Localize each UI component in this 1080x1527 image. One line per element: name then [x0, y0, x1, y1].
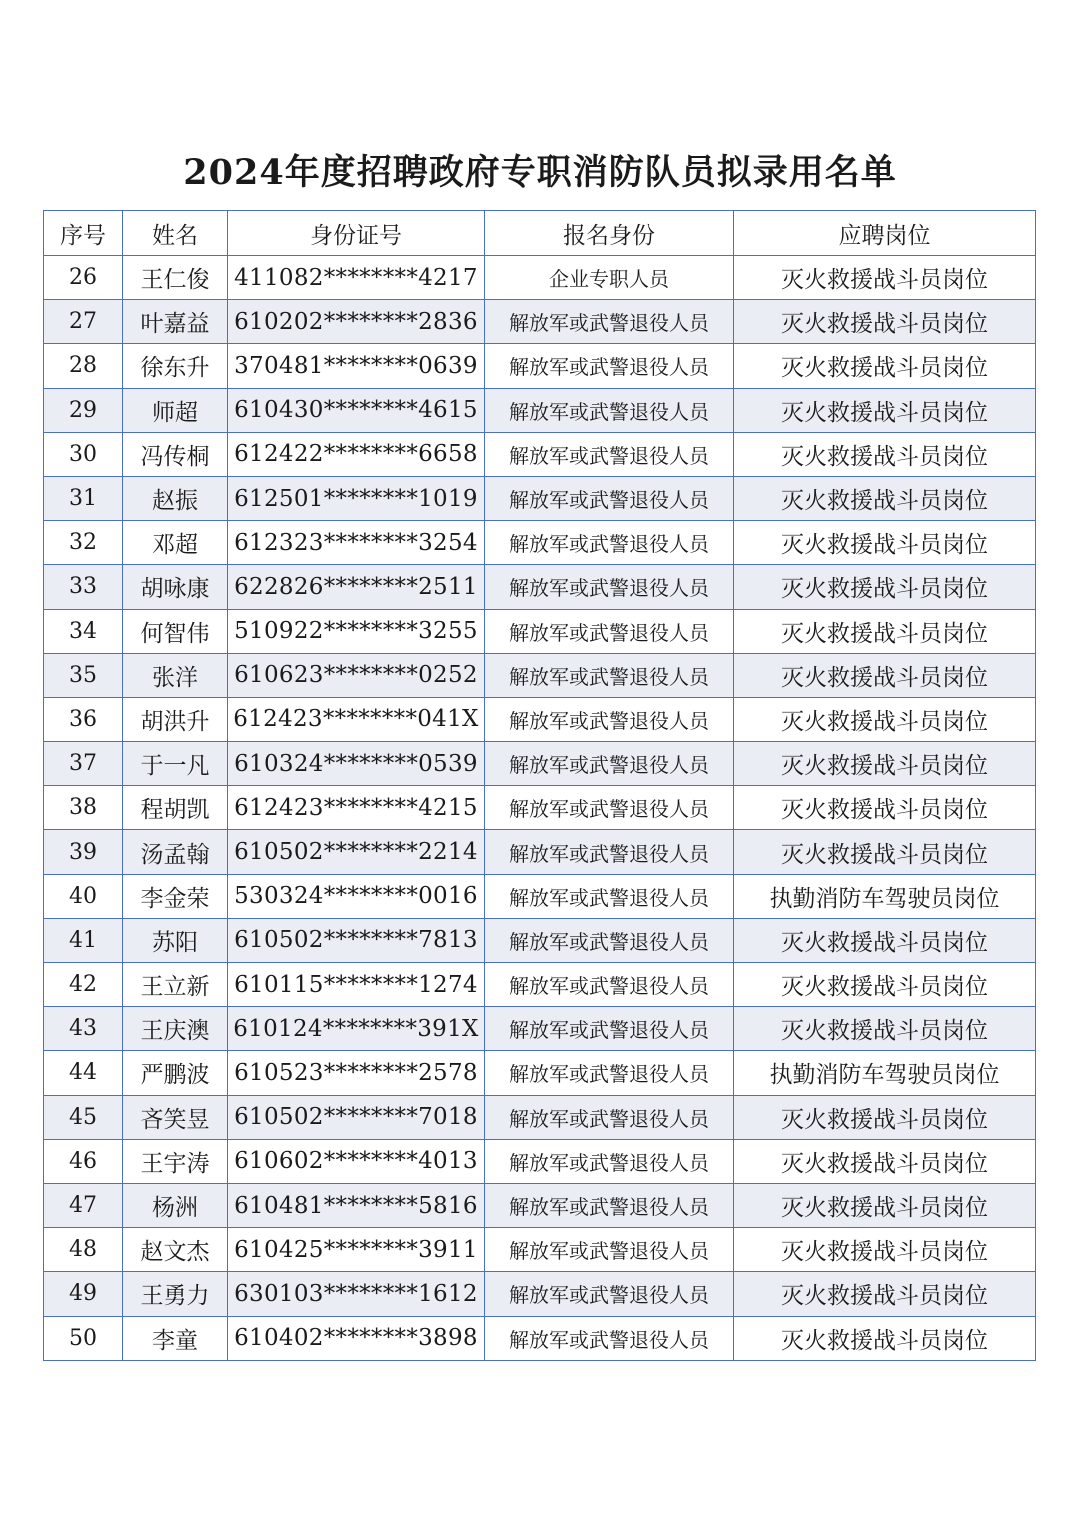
name-cell: 严鹏波 [123, 1051, 228, 1095]
name-cell: 何智伟 [123, 609, 228, 653]
row-index-cell: 45 [44, 1095, 123, 1139]
post-cell: 灭火救援战斗员岗位 [734, 1139, 1036, 1183]
name-cell: 王庆澳 [123, 1007, 228, 1051]
identity-cell: 解放军或武警退役人员 [485, 432, 734, 476]
name-cell: 杨洲 [123, 1183, 228, 1227]
row-index-cell: 47 [44, 1183, 123, 1227]
identity-cell: 解放军或武警退役人员 [485, 1007, 734, 1051]
identity-cell: 解放军或武警退役人员 [485, 300, 734, 344]
post-cell: 灭火救援战斗员岗位 [734, 565, 1036, 609]
identity-cell: 解放军或武警退役人员 [485, 1095, 734, 1139]
row-index-cell: 49 [44, 1272, 123, 1316]
table-row [44, 874, 1036, 918]
post-cell: 灭火救援战斗员岗位 [734, 521, 1036, 565]
id-cell: 530324********0016 [228, 874, 485, 918]
name-cell: 张洋 [123, 653, 228, 697]
table-row [44, 565, 1036, 609]
row-index-cell: 42 [44, 963, 123, 1007]
table-row [44, 388, 1036, 432]
id-cell: 610124********391X [228, 1007, 485, 1051]
identity-cell: 解放军或武警退役人员 [485, 1272, 734, 1316]
table-row [44, 1007, 1036, 1051]
table-row [44, 256, 1036, 300]
id-cell: 610324********0539 [228, 742, 485, 786]
row-index-cell: 40 [44, 874, 123, 918]
id-cell: 612422********6658 [228, 432, 485, 476]
row-index-cell: 39 [44, 830, 123, 874]
post-cell: 灭火救援战斗员岗位 [734, 344, 1036, 388]
id-cell: 610502********7813 [228, 918, 485, 962]
row-index-cell: 28 [44, 344, 123, 388]
id-cell: 610623********0252 [228, 653, 485, 697]
post-cell: 灭火救援战斗员岗位 [734, 1316, 1036, 1360]
row-index-cell: 31 [44, 476, 123, 520]
name-cell: 王立新 [123, 963, 228, 1007]
row-index-cell: 37 [44, 742, 123, 786]
row-index-cell: 34 [44, 609, 123, 653]
name-cell: 徐东升 [123, 344, 228, 388]
candidate-table [43, 210, 1036, 1361]
identity-cell: 解放军或武警退役人员 [485, 1051, 734, 1095]
page-title: 2024年度招聘政府专职消防队员拟录用名单 [183, 152, 897, 193]
table-row [44, 786, 1036, 830]
row-index-cell: 36 [44, 697, 123, 741]
table-row [44, 1272, 1036, 1316]
id-cell: 622826********2511 [228, 565, 485, 609]
identity-cell: 解放军或武警退役人员 [485, 609, 734, 653]
id-cell: 610502********2214 [228, 830, 485, 874]
post-cell: 灭火救援战斗员岗位 [734, 742, 1036, 786]
id-cell: 610202********2836 [228, 300, 485, 344]
name-cell: 李童 [123, 1316, 228, 1360]
table-body [44, 256, 1036, 1361]
row-index-cell: 32 [44, 521, 123, 565]
identity-cell: 解放军或武警退役人员 [485, 874, 734, 918]
row-index-cell: 27 [44, 300, 123, 344]
row-index-cell: 35 [44, 653, 123, 697]
column-header-identity: 报名身份 [485, 211, 734, 256]
name-cell: 胡洪升 [123, 697, 228, 741]
name-cell: 王仁俊 [123, 256, 228, 300]
row-index-cell: 29 [44, 388, 123, 432]
post-cell: 灭火救援战斗员岗位 [734, 256, 1036, 300]
identity-cell: 解放军或武警退役人员 [485, 344, 734, 388]
post-cell: 执勤消防车驾驶员岗位 [734, 1051, 1036, 1095]
table-row [44, 697, 1036, 741]
name-cell: 吝笑昱 [123, 1095, 228, 1139]
id-cell: 610402********3898 [228, 1316, 485, 1360]
name-cell: 苏阳 [123, 918, 228, 962]
post-cell: 灭火救援战斗员岗位 [734, 432, 1036, 476]
identity-cell: 解放军或武警退役人员 [485, 476, 734, 520]
table-header-row [44, 211, 1036, 256]
post-cell: 灭火救援战斗员岗位 [734, 476, 1036, 520]
row-index-cell: 30 [44, 432, 123, 476]
name-cell: 于一凡 [123, 742, 228, 786]
post-cell: 灭火救援战斗员岗位 [734, 300, 1036, 344]
id-cell: 411082********4217 [228, 256, 485, 300]
name-cell: 王宇涛 [123, 1139, 228, 1183]
post-cell: 灭火救援战斗员岗位 [734, 918, 1036, 962]
row-index-cell: 38 [44, 786, 123, 830]
table-row [44, 742, 1036, 786]
identity-cell: 解放军或武警退役人员 [485, 697, 734, 741]
table-row [44, 1183, 1036, 1227]
id-cell: 510922********3255 [228, 609, 485, 653]
identity-cell: 解放军或武警退役人员 [485, 786, 734, 830]
row-index-cell: 43 [44, 1007, 123, 1051]
name-cell: 王勇力 [123, 1272, 228, 1316]
table-row [44, 918, 1036, 962]
identity-cell: 解放军或武警退役人员 [485, 1183, 734, 1227]
id-cell: 612423********041X [228, 697, 485, 741]
post-cell: 灭火救援战斗员岗位 [734, 697, 1036, 741]
name-cell: 赵振 [123, 476, 228, 520]
name-cell: 师超 [123, 388, 228, 432]
row-index-cell: 50 [44, 1316, 123, 1360]
id-cell: 610523********2578 [228, 1051, 485, 1095]
table-row [44, 344, 1036, 388]
post-cell: 灭火救援战斗员岗位 [734, 1183, 1036, 1227]
id-cell: 610425********3911 [228, 1228, 485, 1272]
post-cell: 灭火救援战斗员岗位 [734, 830, 1036, 874]
name-cell: 叶嘉益 [123, 300, 228, 344]
name-cell: 赵文杰 [123, 1228, 228, 1272]
post-cell: 灭火救援战斗员岗位 [734, 388, 1036, 432]
id-cell: 610502********7018 [228, 1095, 485, 1139]
identity-cell: 解放军或武警退役人员 [485, 830, 734, 874]
row-index-cell: 46 [44, 1139, 123, 1183]
post-cell: 灭火救援战斗员岗位 [734, 1228, 1036, 1272]
table-row [44, 609, 1036, 653]
id-cell: 630103********1612 [228, 1272, 485, 1316]
id-cell: 370481********0639 [228, 344, 485, 388]
row-index-cell: 26 [44, 256, 123, 300]
table-row [44, 1095, 1036, 1139]
table-row [44, 300, 1036, 344]
table-row [44, 1051, 1036, 1095]
identity-cell: 解放军或武警退役人员 [485, 1228, 734, 1272]
post-cell: 灭火救援战斗员岗位 [734, 1095, 1036, 1139]
table-row [44, 830, 1036, 874]
identity-cell: 解放军或武警退役人员 [485, 918, 734, 962]
name-cell: 邓超 [123, 521, 228, 565]
identity-cell: 解放军或武警退役人员 [485, 653, 734, 697]
table-row [44, 1316, 1036, 1360]
identity-cell: 解放军或武警退役人员 [485, 521, 734, 565]
identity-cell: 解放军或武警退役人员 [485, 388, 734, 432]
column-header-position: 应聘岗位 [734, 211, 1036, 256]
post-cell: 灭火救援战斗员岗位 [734, 609, 1036, 653]
column-header-index: 序号 [44, 211, 123, 256]
name-cell: 汤孟翰 [123, 830, 228, 874]
post-cell: 灭火救援战斗员岗位 [734, 1272, 1036, 1316]
name-cell: 程胡凯 [123, 786, 228, 830]
table-row [44, 432, 1036, 476]
identity-cell: 解放军或武警退役人员 [485, 742, 734, 786]
id-cell: 610430********4615 [228, 388, 485, 432]
table-row [44, 963, 1036, 1007]
name-cell: 李金荣 [123, 874, 228, 918]
identity-cell: 解放军或武警退役人员 [485, 1139, 734, 1183]
row-index-cell: 48 [44, 1228, 123, 1272]
row-index-cell: 44 [44, 1051, 123, 1095]
post-cell: 灭火救援战斗员岗位 [734, 786, 1036, 830]
id-cell: 612501********1019 [228, 476, 485, 520]
post-cell: 灭火救援战斗员岗位 [734, 1007, 1036, 1051]
table-row [44, 653, 1036, 697]
column-header-id-number: 身份证号 [228, 211, 485, 256]
identity-cell: 解放军或武警退役人员 [485, 963, 734, 1007]
name-cell: 冯传桐 [123, 432, 228, 476]
name-cell: 胡咏康 [123, 565, 228, 609]
table-row [44, 476, 1036, 520]
id-cell: 612323********3254 [228, 521, 485, 565]
row-index-cell: 33 [44, 565, 123, 609]
id-cell: 610115********1274 [228, 963, 485, 1007]
id-cell: 612423********4215 [228, 786, 485, 830]
id-cell: 610602********4013 [228, 1139, 485, 1183]
post-cell: 执勤消防车驾驶员岗位 [734, 874, 1036, 918]
row-index-cell: 41 [44, 918, 123, 962]
table-row [44, 1139, 1036, 1183]
identity-cell: 企业专职人员 [485, 256, 734, 300]
id-cell: 610481********5816 [228, 1183, 485, 1227]
table-row [44, 1228, 1036, 1272]
post-cell: 灭火救援战斗员岗位 [734, 963, 1036, 1007]
identity-cell: 解放军或武警退役人员 [485, 565, 734, 609]
table-row [44, 521, 1036, 565]
identity-cell: 解放军或武警退役人员 [485, 1316, 734, 1360]
column-header-name: 姓名 [123, 211, 228, 256]
post-cell: 灭火救援战斗员岗位 [734, 653, 1036, 697]
